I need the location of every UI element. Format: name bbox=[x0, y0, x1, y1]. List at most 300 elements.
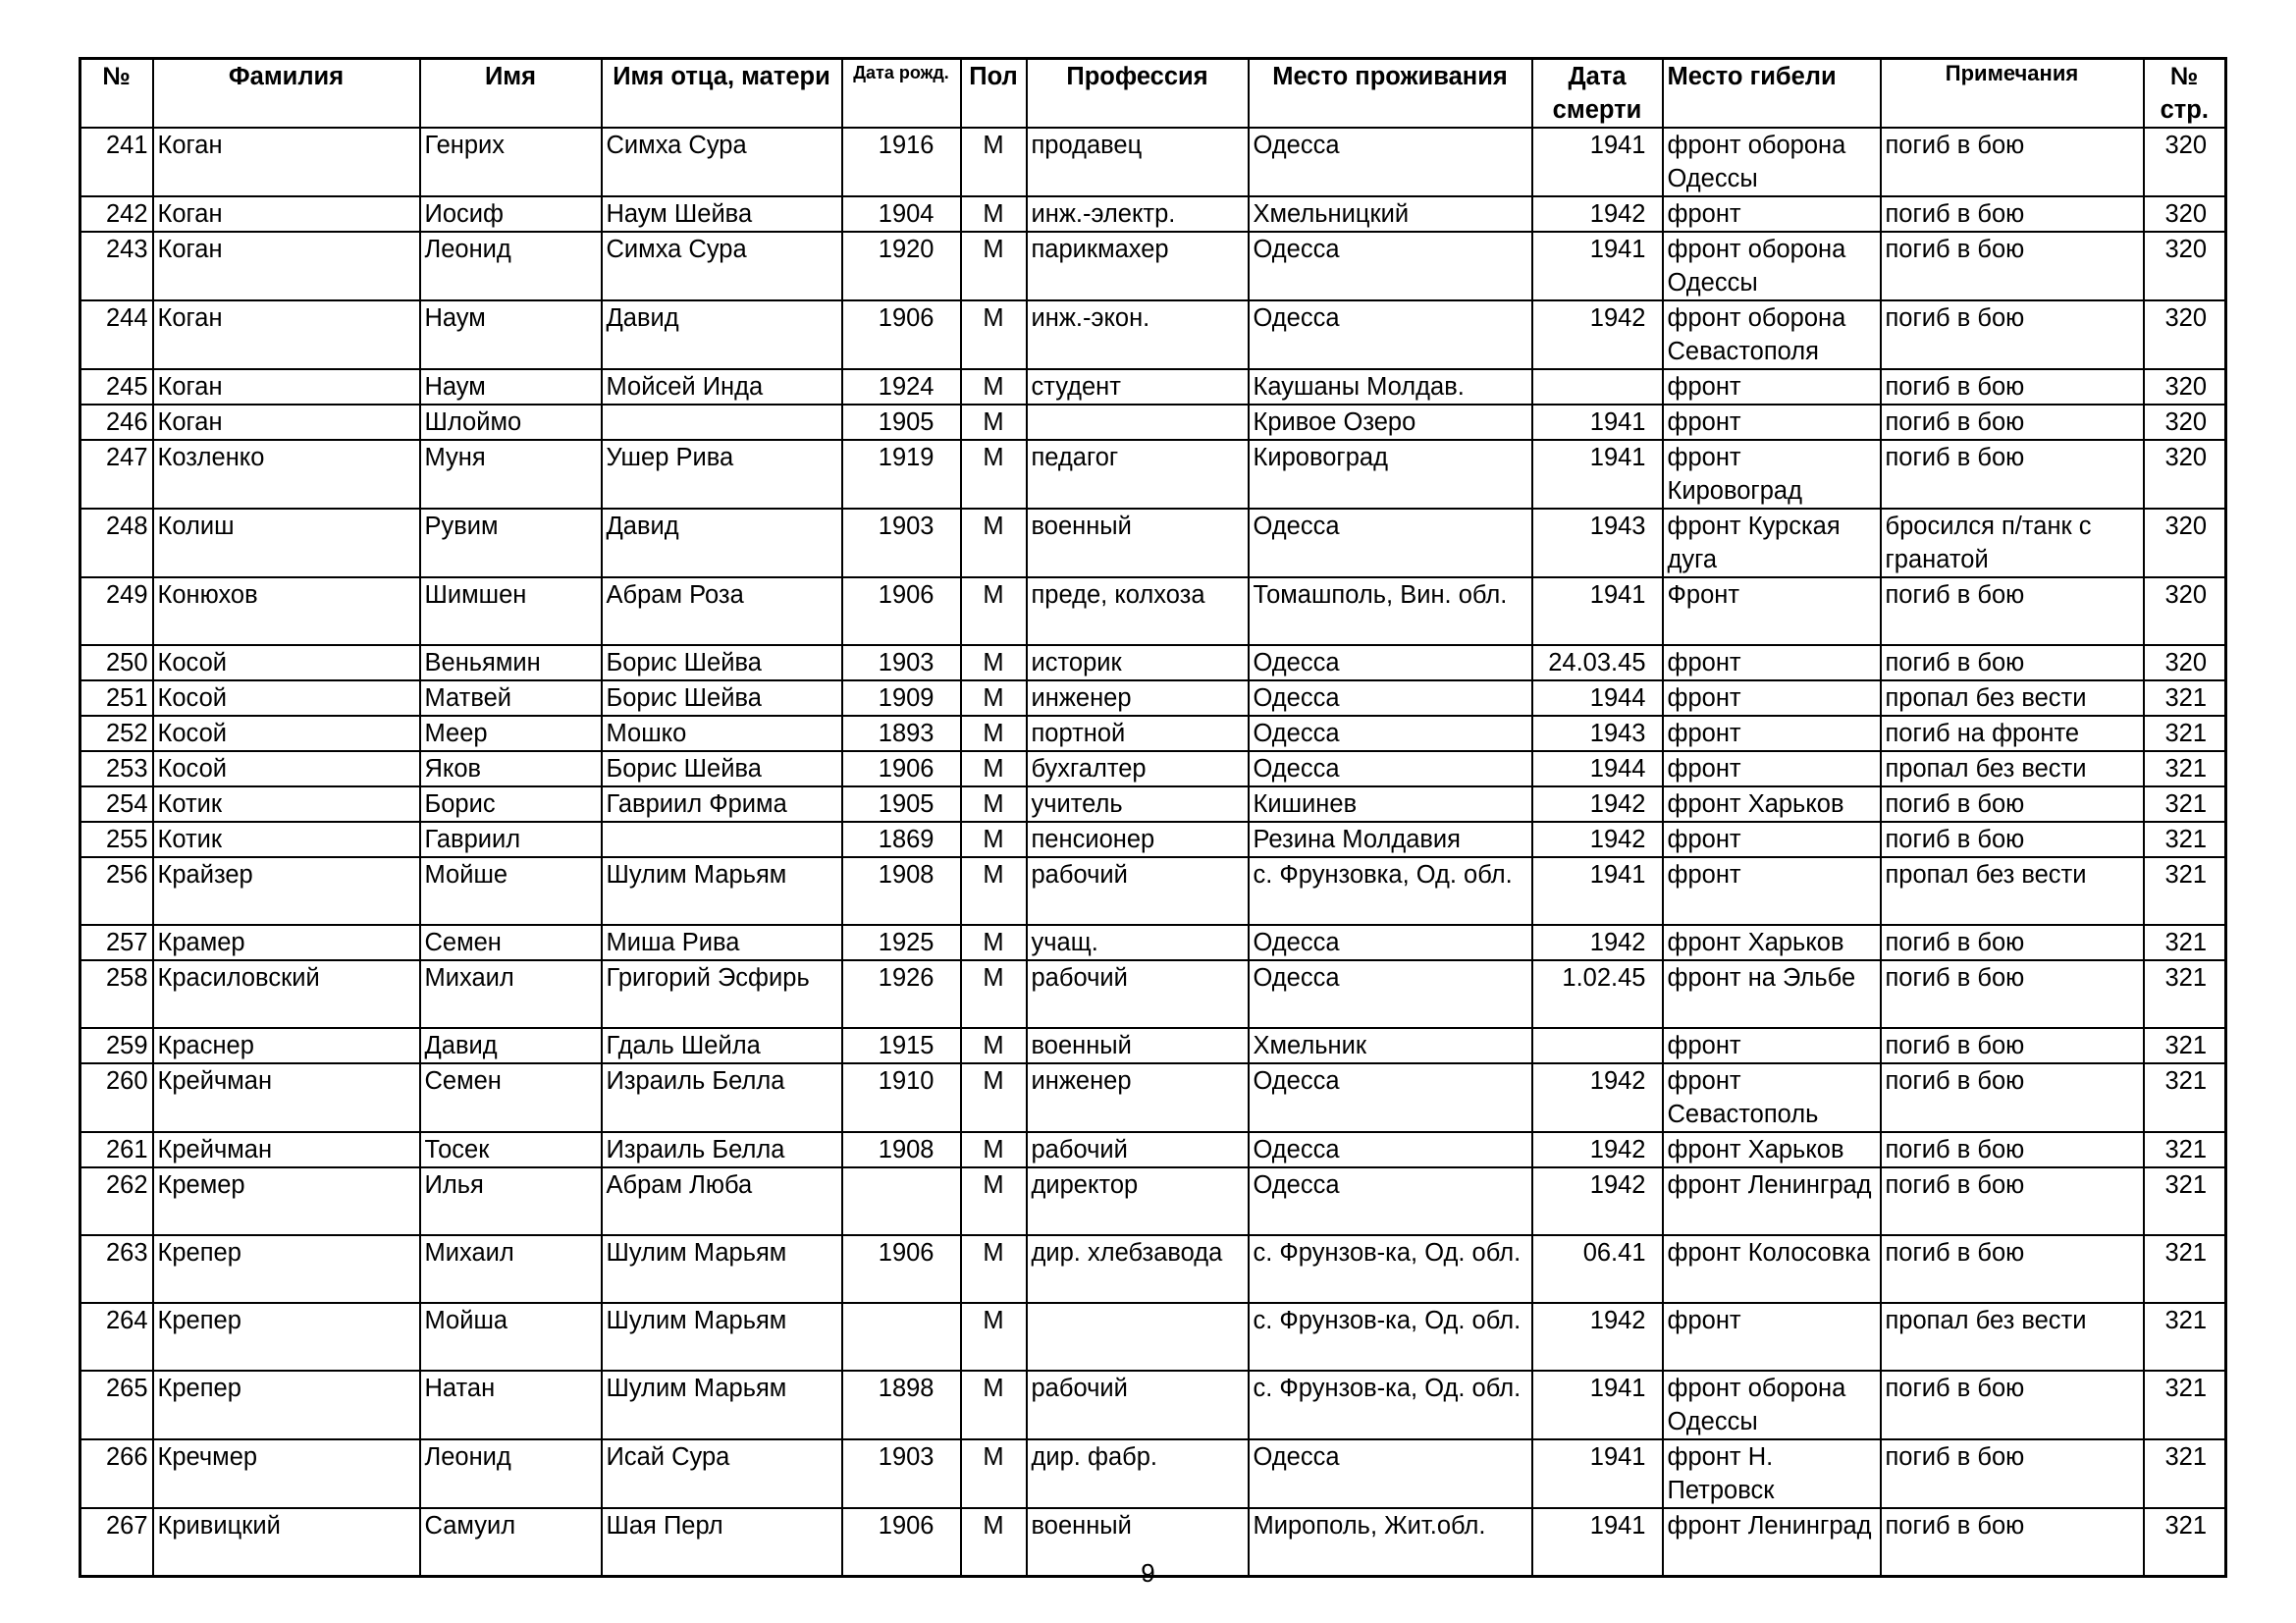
notes-cell: погиб в бою bbox=[1881, 1028, 2144, 1063]
surname-cell: Косой bbox=[153, 645, 420, 680]
notes-cell: погиб в бою bbox=[1881, 1508, 2144, 1577]
header-profession: Профессия bbox=[1027, 59, 1249, 129]
residence-cell: Одесса bbox=[1249, 1132, 1532, 1167]
page-ref-cell: 321 bbox=[2144, 857, 2226, 925]
residence-cell: Одесса bbox=[1249, 509, 1532, 577]
residence-cell: Мирополь, Жит.обл. bbox=[1249, 1508, 1532, 1577]
notes-cell: погиб в бою bbox=[1881, 1132, 2144, 1167]
sex-cell: М bbox=[961, 680, 1027, 716]
page-ref-cell: 320 bbox=[2144, 509, 2226, 577]
notes-cell: погиб в бою bbox=[1881, 128, 2144, 196]
sex-cell: М bbox=[961, 1508, 1027, 1577]
residence-cell: с. Фрунзов-ка, Од. обл. bbox=[1249, 1303, 1532, 1371]
parents-cell: Миша Рива bbox=[602, 925, 842, 960]
profession-cell: преде, колхоза bbox=[1027, 577, 1249, 645]
table-row bbox=[80, 751, 2226, 786]
parents-cell: Симха Сура bbox=[602, 128, 842, 196]
sex-cell: М bbox=[961, 196, 1027, 232]
sex-cell: М bbox=[961, 300, 1027, 369]
profession-cell: историк bbox=[1027, 645, 1249, 680]
notes-cell: погиб в бою bbox=[1881, 786, 2144, 822]
death-date-cell: 1941 bbox=[1532, 1371, 1663, 1439]
surname-cell: Краснер bbox=[153, 1028, 420, 1063]
row-number: 249 bbox=[80, 577, 153, 645]
birth-date-cell: 1905 bbox=[842, 405, 961, 440]
birth-date-cell: 1924 bbox=[842, 369, 961, 405]
death-date-cell: 1942 bbox=[1532, 925, 1663, 960]
page-ref-cell: 320 bbox=[2144, 369, 2226, 405]
birth-date-cell: 1906 bbox=[842, 300, 961, 369]
table-row bbox=[80, 440, 2226, 509]
death-place-cell: фронт Харьков bbox=[1663, 1132, 1881, 1167]
page-ref-cell: 321 bbox=[2144, 1371, 2226, 1439]
name-cell: Самуил bbox=[420, 1508, 602, 1577]
death-date-cell: 1941 bbox=[1532, 440, 1663, 509]
sex-cell: М bbox=[961, 1235, 1027, 1303]
name-cell: Семен bbox=[420, 1063, 602, 1132]
parents-cell: Абрам Люба bbox=[602, 1167, 842, 1235]
residence-cell: Резина Молдавия bbox=[1249, 822, 1532, 857]
page-ref-cell: 321 bbox=[2144, 1303, 2226, 1371]
residence-cell: Кривое Озеро bbox=[1249, 405, 1532, 440]
parents-cell: Борис Шейва bbox=[602, 680, 842, 716]
death-date-cell: 1942 bbox=[1532, 786, 1663, 822]
notes-cell: погиб в бою bbox=[1881, 1371, 2144, 1439]
notes-cell: погиб в бою bbox=[1881, 960, 2144, 1028]
header-num: № bbox=[80, 59, 153, 129]
surname-cell: Крепер bbox=[153, 1235, 420, 1303]
death-date-cell: 1942 bbox=[1532, 822, 1663, 857]
residence-cell: Одесса bbox=[1249, 960, 1532, 1028]
row-number: 267 bbox=[80, 1508, 153, 1577]
parents-cell: Мойсей Инда bbox=[602, 369, 842, 405]
table-row bbox=[80, 405, 2226, 440]
notes-cell: бросился п/танк с гранатой bbox=[1881, 509, 2144, 577]
residence-cell: Одесса bbox=[1249, 751, 1532, 786]
death-place-cell: фронт bbox=[1663, 822, 1881, 857]
notes-cell: погиб в бою bbox=[1881, 405, 2144, 440]
birth-date-cell: 1903 bbox=[842, 509, 961, 577]
header-death-place: Место гибели bbox=[1663, 59, 1881, 129]
surname-cell: Колиш bbox=[153, 509, 420, 577]
table-row bbox=[80, 822, 2226, 857]
death-place-cell: фронт bbox=[1663, 369, 1881, 405]
residence-cell: Хмельник bbox=[1249, 1028, 1532, 1063]
surname-cell: Косой bbox=[153, 716, 420, 751]
notes-cell: погиб в бою bbox=[1881, 369, 2144, 405]
death-date-cell: 1941 bbox=[1532, 405, 1663, 440]
profession-cell: инж.-экон. bbox=[1027, 300, 1249, 369]
header-sex: Пол bbox=[961, 59, 1027, 129]
row-number: 253 bbox=[80, 751, 153, 786]
row-number: 259 bbox=[80, 1028, 153, 1063]
death-date-cell: 1942 bbox=[1532, 300, 1663, 369]
name-cell: Илья bbox=[420, 1167, 602, 1235]
birth-date-cell: 1916 bbox=[842, 128, 961, 196]
sex-cell: М bbox=[961, 1167, 1027, 1235]
death-place-cell: фронт Кировоград bbox=[1663, 440, 1881, 509]
death-date-cell: 1942 bbox=[1532, 196, 1663, 232]
death-place-cell: фронт на Эльбе bbox=[1663, 960, 1881, 1028]
profession-cell: директор bbox=[1027, 1167, 1249, 1235]
death-date-cell: 1941 bbox=[1532, 232, 1663, 300]
sex-cell: М bbox=[961, 716, 1027, 751]
sex-cell: М bbox=[961, 1371, 1027, 1439]
table-row bbox=[80, 716, 2226, 751]
surname-cell: Котик bbox=[153, 822, 420, 857]
table-row bbox=[80, 1167, 2226, 1235]
residence-cell: Одесса bbox=[1249, 300, 1532, 369]
death-place-cell: фронт bbox=[1663, 716, 1881, 751]
residence-cell: Кишинев bbox=[1249, 786, 1532, 822]
birth-date-cell: 1903 bbox=[842, 1439, 961, 1508]
sex-cell: М bbox=[961, 1028, 1027, 1063]
death-place-cell: фронт bbox=[1663, 1303, 1881, 1371]
row-number: 242 bbox=[80, 196, 153, 232]
profession-cell: парикмахер bbox=[1027, 232, 1249, 300]
residence-cell: Одесса bbox=[1249, 680, 1532, 716]
profession-cell: бухгалтер bbox=[1027, 751, 1249, 786]
row-number: 244 bbox=[80, 300, 153, 369]
birth-date-cell: 1898 bbox=[842, 1371, 961, 1439]
header-death-date: Дата смерти bbox=[1532, 59, 1663, 129]
sex-cell: М bbox=[961, 857, 1027, 925]
parents-cell bbox=[602, 405, 842, 440]
birth-date-cell: 1908 bbox=[842, 857, 961, 925]
sex-cell: М bbox=[961, 645, 1027, 680]
name-cell: Матвей bbox=[420, 680, 602, 716]
table-row bbox=[80, 680, 2226, 716]
notes-cell: пропал без вести bbox=[1881, 1303, 2144, 1371]
surname-cell: Крейчман bbox=[153, 1132, 420, 1167]
death-date-cell: 1942 bbox=[1532, 1167, 1663, 1235]
birth-date-cell: 1906 bbox=[842, 1235, 961, 1303]
surname-cell: Крайзер bbox=[153, 857, 420, 925]
row-number: 266 bbox=[80, 1439, 153, 1508]
death-place-cell: фронт bbox=[1663, 1028, 1881, 1063]
death-date-cell: 1943 bbox=[1532, 716, 1663, 751]
death-date-cell: 1944 bbox=[1532, 680, 1663, 716]
row-number: 263 bbox=[80, 1235, 153, 1303]
page-ref-cell: 320 bbox=[2144, 645, 2226, 680]
name-cell: Муня bbox=[420, 440, 602, 509]
death-date-cell: 1941 bbox=[1532, 857, 1663, 925]
name-cell: Леонид bbox=[420, 1439, 602, 1508]
name-cell: Шлоймо bbox=[420, 405, 602, 440]
parents-cell: Давид bbox=[602, 509, 842, 577]
parents-cell: Ушер Рива bbox=[602, 440, 842, 509]
residence-cell: Одесса bbox=[1249, 1167, 1532, 1235]
table-row bbox=[80, 369, 2226, 405]
profession-cell: рабочий bbox=[1027, 1371, 1249, 1439]
death-place-cell: фронт Харьков bbox=[1663, 786, 1881, 822]
table-row bbox=[80, 786, 2226, 822]
row-number: 260 bbox=[80, 1063, 153, 1132]
table-row bbox=[80, 1063, 2226, 1132]
birth-date-cell bbox=[842, 1167, 961, 1235]
residence-cell: Одесса bbox=[1249, 1063, 1532, 1132]
parents-cell: Григорий Эсфирь bbox=[602, 960, 842, 1028]
death-place-cell: фронт оборона Одессы bbox=[1663, 128, 1881, 196]
residence-cell: Одесса bbox=[1249, 645, 1532, 680]
header-parents: Имя отца, матери bbox=[602, 59, 842, 129]
sex-cell: М bbox=[961, 925, 1027, 960]
notes-cell: пропал без вести bbox=[1881, 857, 2144, 925]
death-date-cell: 1944 bbox=[1532, 751, 1663, 786]
notes-cell: погиб в бою bbox=[1881, 1063, 2144, 1132]
profession-cell: учащ. bbox=[1027, 925, 1249, 960]
parents-cell: Шулим Марьям bbox=[602, 1371, 842, 1439]
birth-date-cell: 1908 bbox=[842, 1132, 961, 1167]
death-date-cell: 24.03.45 bbox=[1532, 645, 1663, 680]
row-number: 247 bbox=[80, 440, 153, 509]
sex-cell: М bbox=[961, 960, 1027, 1028]
table-row bbox=[80, 1303, 2226, 1371]
table-row bbox=[80, 925, 2226, 960]
residence-cell: Одесса bbox=[1249, 925, 1532, 960]
page-ref-cell: 320 bbox=[2144, 405, 2226, 440]
row-number: 258 bbox=[80, 960, 153, 1028]
death-place-cell: фронт оборона Севастополя bbox=[1663, 300, 1881, 369]
death-date-cell: 1942 bbox=[1532, 1063, 1663, 1132]
profession-cell: рабочий bbox=[1027, 857, 1249, 925]
page-ref-cell: 320 bbox=[2144, 128, 2226, 196]
parents-cell: Израиль Белла bbox=[602, 1132, 842, 1167]
death-place-cell: фронт Н. Петровск bbox=[1663, 1439, 1881, 1508]
birth-date-cell: 1903 bbox=[842, 645, 961, 680]
parents-cell: Шулим Марьям bbox=[602, 1235, 842, 1303]
death-date-cell: 1.02.45 bbox=[1532, 960, 1663, 1028]
residence-cell: Одесса bbox=[1249, 232, 1532, 300]
notes-cell: погиб в бою bbox=[1881, 645, 2144, 680]
profession-cell: военный bbox=[1027, 1508, 1249, 1577]
death-place-cell: фронт Курская дуга bbox=[1663, 509, 1881, 577]
name-cell: Наум bbox=[420, 369, 602, 405]
row-number: 261 bbox=[80, 1132, 153, 1167]
surname-cell: Красиловский bbox=[153, 960, 420, 1028]
page-ref-cell: 321 bbox=[2144, 1132, 2226, 1167]
name-cell: Тосек bbox=[420, 1132, 602, 1167]
parents-cell: Мошко bbox=[602, 716, 842, 751]
death-date-cell: 1942 bbox=[1532, 1132, 1663, 1167]
name-cell: Шимшен bbox=[420, 577, 602, 645]
name-cell: Рувим bbox=[420, 509, 602, 577]
parents-cell: Симха Сура bbox=[602, 232, 842, 300]
notes-cell: пропал без вести bbox=[1881, 751, 2144, 786]
name-cell: Гавриил bbox=[420, 822, 602, 857]
profession-cell: продавец bbox=[1027, 128, 1249, 196]
header-residence: Место проживания bbox=[1249, 59, 1532, 129]
profession-cell: студент bbox=[1027, 369, 1249, 405]
row-number: 262 bbox=[80, 1167, 153, 1235]
death-date-cell: 1942 bbox=[1532, 1303, 1663, 1371]
death-place-cell: фронт bbox=[1663, 645, 1881, 680]
row-number: 251 bbox=[80, 680, 153, 716]
header-name: Имя bbox=[420, 59, 602, 129]
sex-cell: М bbox=[961, 232, 1027, 300]
profession-cell: военный bbox=[1027, 1028, 1249, 1063]
table-row bbox=[80, 196, 2226, 232]
table-row bbox=[80, 1028, 2226, 1063]
row-number: 250 bbox=[80, 645, 153, 680]
surname-cell: Коган bbox=[153, 405, 420, 440]
page-ref-cell: 321 bbox=[2144, 1028, 2226, 1063]
profession-cell: педагог bbox=[1027, 440, 1249, 509]
table-row bbox=[80, 960, 2226, 1028]
table-body bbox=[80, 128, 2226, 1577]
death-place-cell: Фронт bbox=[1663, 577, 1881, 645]
parents-cell: Абрам Роза bbox=[602, 577, 842, 645]
surname-cell: Косой bbox=[153, 751, 420, 786]
surname-cell: Кречмер bbox=[153, 1439, 420, 1508]
birth-date-cell: 1906 bbox=[842, 751, 961, 786]
death-place-cell: фронт Ленинград bbox=[1663, 1508, 1881, 1577]
sex-cell: М bbox=[961, 1303, 1027, 1371]
parents-cell bbox=[602, 822, 842, 857]
death-date-cell: 1941 bbox=[1532, 1439, 1663, 1508]
residence-cell: с. Фрунзовка, Од. обл. bbox=[1249, 857, 1532, 925]
parents-cell: Шулим Марьям bbox=[602, 857, 842, 925]
profession-cell: дир. фабр. bbox=[1027, 1439, 1249, 1508]
birth-date-cell: 1910 bbox=[842, 1063, 961, 1132]
name-cell: Яков bbox=[420, 751, 602, 786]
surname-cell: Котик bbox=[153, 786, 420, 822]
notes-cell: погиб в бою bbox=[1881, 822, 2144, 857]
row-number: 246 bbox=[80, 405, 153, 440]
death-place-cell: фронт bbox=[1663, 680, 1881, 716]
death-place-cell: фронт bbox=[1663, 751, 1881, 786]
profession-cell: рабочий bbox=[1027, 1132, 1249, 1167]
table-row bbox=[80, 509, 2226, 577]
header-page: № стр. bbox=[2144, 59, 2226, 129]
casualty-table bbox=[79, 57, 2227, 1578]
surname-cell: Кремер bbox=[153, 1167, 420, 1235]
surname-cell: Крепер bbox=[153, 1371, 420, 1439]
sex-cell: М bbox=[961, 751, 1027, 786]
death-place-cell: фронт оборона Одессы bbox=[1663, 1371, 1881, 1439]
name-cell: Семен bbox=[420, 925, 602, 960]
birth-date-cell: 1915 bbox=[842, 1028, 961, 1063]
parents-cell: Исай Сура bbox=[602, 1439, 842, 1508]
row-number: 264 bbox=[80, 1303, 153, 1371]
parents-cell: Борис Шейва bbox=[602, 751, 842, 786]
row-number: 243 bbox=[80, 232, 153, 300]
page-ref-cell: 321 bbox=[2144, 1439, 2226, 1508]
sex-cell: М bbox=[961, 405, 1027, 440]
parents-cell: Наум Шейва bbox=[602, 196, 842, 232]
header-surname: Фамилия bbox=[153, 59, 420, 129]
name-cell: Мойша bbox=[420, 1303, 602, 1371]
notes-cell: погиб на фронте bbox=[1881, 716, 2144, 751]
page-ref-cell: 321 bbox=[2144, 1508, 2226, 1577]
page-ref-cell: 320 bbox=[2144, 577, 2226, 645]
header-notes: Примечания bbox=[1881, 59, 2144, 129]
notes-cell: погиб в бою bbox=[1881, 577, 2144, 645]
parents-cell: Борис Шейва bbox=[602, 645, 842, 680]
birth-date-cell: 1893 bbox=[842, 716, 961, 751]
name-cell: Иосиф bbox=[420, 196, 602, 232]
sex-cell: М bbox=[961, 786, 1027, 822]
name-cell: Давид bbox=[420, 1028, 602, 1063]
row-number: 252 bbox=[80, 716, 153, 751]
parents-cell: Шулим Марьям bbox=[602, 1303, 842, 1371]
profession-cell bbox=[1027, 405, 1249, 440]
page-ref-cell: 321 bbox=[2144, 1063, 2226, 1132]
birth-date-cell: 1905 bbox=[842, 786, 961, 822]
profession-cell: военный bbox=[1027, 509, 1249, 577]
table-row bbox=[80, 857, 2226, 925]
name-cell: Натан bbox=[420, 1371, 602, 1439]
residence-cell: Кировоград bbox=[1249, 440, 1532, 509]
notes-cell: погиб в бою bbox=[1881, 1167, 2144, 1235]
row-number: 241 bbox=[80, 128, 153, 196]
surname-cell: Коган bbox=[153, 232, 420, 300]
table-row bbox=[80, 1371, 2226, 1439]
sex-cell: М bbox=[961, 509, 1027, 577]
parents-cell: Гдаль Шейла bbox=[602, 1028, 842, 1063]
page-ref-cell: 321 bbox=[2144, 822, 2226, 857]
sex-cell: М bbox=[961, 822, 1027, 857]
table-row bbox=[80, 645, 2226, 680]
birth-date-cell: 1906 bbox=[842, 1508, 961, 1577]
row-number: 245 bbox=[80, 369, 153, 405]
residence-cell: с. Фрунзов-ка, Од. обл. bbox=[1249, 1371, 1532, 1439]
table-row bbox=[80, 300, 2226, 369]
surname-cell: Коган bbox=[153, 300, 420, 369]
residence-cell: Томашполь, Вин. обл. bbox=[1249, 577, 1532, 645]
death-place-cell: фронт bbox=[1663, 196, 1881, 232]
table-row bbox=[80, 1132, 2226, 1167]
death-place-cell: фронт bbox=[1663, 405, 1881, 440]
page-ref-cell: 321 bbox=[2144, 716, 2226, 751]
birth-date-cell: 1909 bbox=[842, 680, 961, 716]
page-ref-cell: 321 bbox=[2144, 925, 2226, 960]
notes-cell: погиб в бою bbox=[1881, 440, 2144, 509]
birth-date-cell: 1904 bbox=[842, 196, 961, 232]
notes-cell: погиб в бою bbox=[1881, 196, 2144, 232]
page-ref-cell: 321 bbox=[2144, 1167, 2226, 1235]
page-ref-cell: 321 bbox=[2144, 751, 2226, 786]
death-place-cell: фронт bbox=[1663, 857, 1881, 925]
surname-cell: Коган bbox=[153, 196, 420, 232]
profession-cell: портной bbox=[1027, 716, 1249, 751]
page-ref-cell: 320 bbox=[2144, 196, 2226, 232]
residence-cell: Одесса bbox=[1249, 716, 1532, 751]
page-ref-cell: 320 bbox=[2144, 232, 2226, 300]
table-row bbox=[80, 232, 2226, 300]
row-number: 257 bbox=[80, 925, 153, 960]
parents-cell: Израиль Белла bbox=[602, 1063, 842, 1132]
page-ref-cell: 320 bbox=[2144, 300, 2226, 369]
death-place-cell: фронт Харьков bbox=[1663, 925, 1881, 960]
birth-date-cell: 1925 bbox=[842, 925, 961, 960]
page-ref-cell: 320 bbox=[2144, 440, 2226, 509]
sex-cell: М bbox=[961, 128, 1027, 196]
surname-cell: Крамер bbox=[153, 925, 420, 960]
parents-cell: Шая Перл bbox=[602, 1508, 842, 1577]
profession-cell: инженер bbox=[1027, 1063, 1249, 1132]
sex-cell: М bbox=[961, 1132, 1027, 1167]
death-place-cell: фронт Ленинград bbox=[1663, 1167, 1881, 1235]
parents-cell: Давид bbox=[602, 300, 842, 369]
birth-date-cell: 1919 bbox=[842, 440, 961, 509]
name-cell: Борис bbox=[420, 786, 602, 822]
page-ref-cell: 321 bbox=[2144, 1235, 2226, 1303]
birth-date-cell: 1869 bbox=[842, 822, 961, 857]
death-date-cell bbox=[1532, 369, 1663, 405]
surname-cell: Крейчман bbox=[153, 1063, 420, 1132]
name-cell: Веньямин bbox=[420, 645, 602, 680]
